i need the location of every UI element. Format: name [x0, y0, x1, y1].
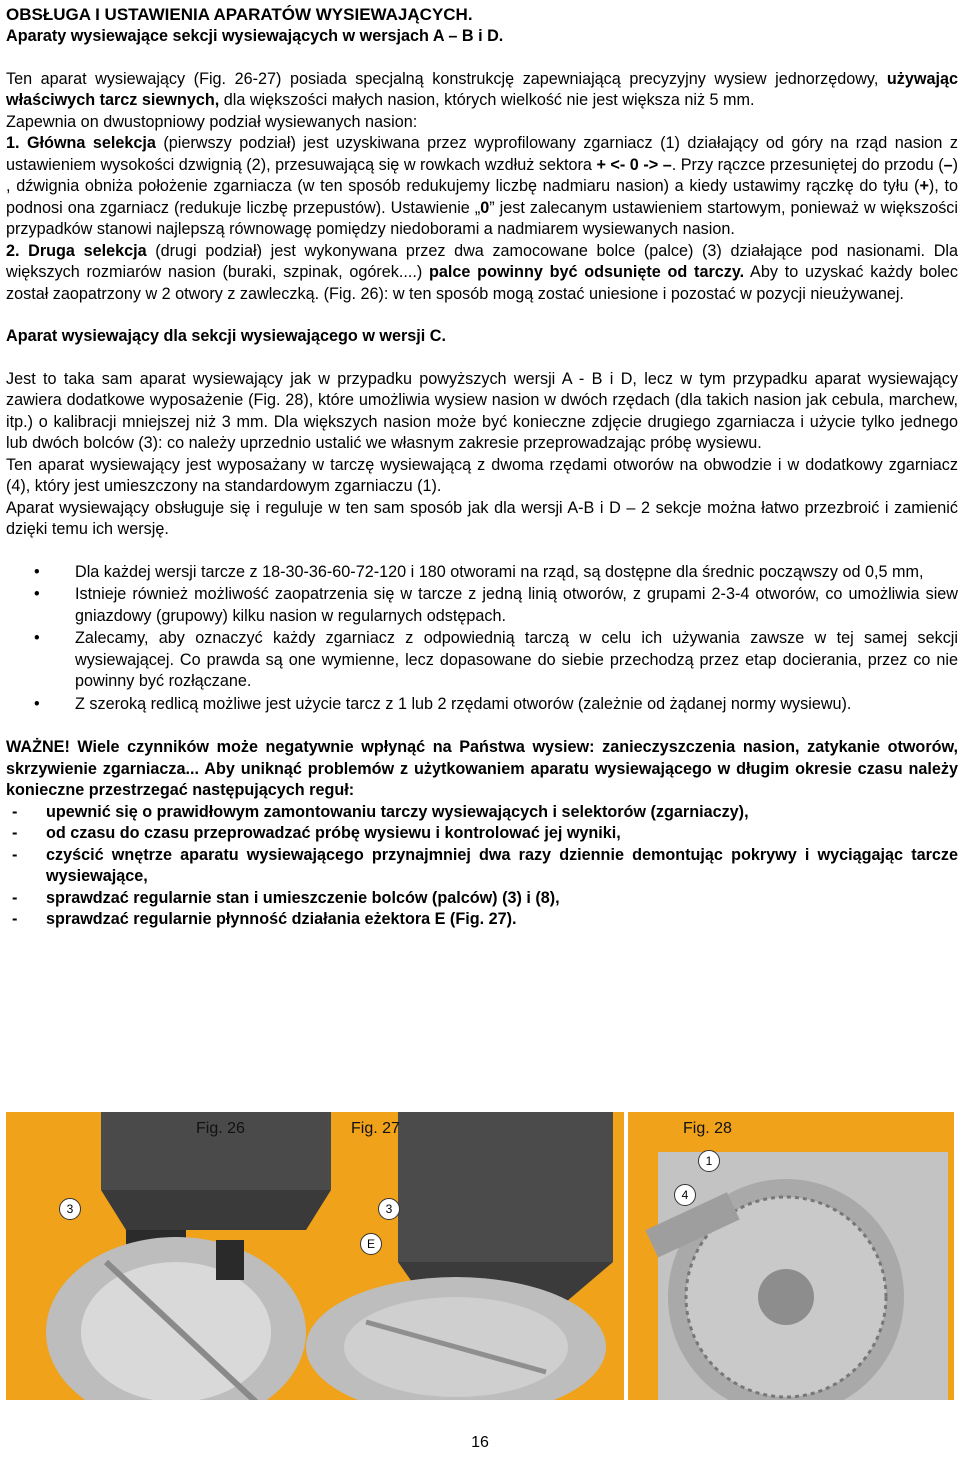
callout-1-fig28: 1: [698, 1150, 720, 1172]
list-item: - sprawdzać regularnie stan i umieszczenie bolców (palców) (3) i (8),: [12, 888, 560, 907]
bullet-list: [6, 562, 958, 716]
list-item: • Z szeroką redlicą możliwe jest użycie tarcz z 1 lub 2 rzędami otworów (zależnie od żądanej normy wysiewu).: [34, 694, 852, 713]
list-item: - czyścić wnętrze aparatu wysiewającego przynajmniej dwa razy dziennie demontując pokrywy i wyciągając tarcze wysiewające,: [12, 845, 958, 885]
subdivision-intro: Zapewnia on dwustopniowy podział wysiewanych nasion:: [6, 112, 418, 131]
list-item: • Zalecamy, aby oznaczyć każdy zgarniacz z odpowiednią tarczą w celu ich używania zawsze w tej samej sekcji wysiewającej. Co prawda są one wymienne, lecz dopasowane do siebie przechodzą przez etap docierania, przez co nie powinny być rozłączane.: [34, 629, 958, 690]
rules-list: [6, 802, 958, 931]
list-item: - upewnić się o prawidłowym zamontowaniu tarczy wysiewających i selektorów (zgarniaczy),: [12, 802, 749, 821]
list-item: - od czasu do czasu przeprowadzać próbę wysiewu i kontrolować jej wyniki,: [12, 824, 621, 842]
page-title: OBSŁUGA I USTAWIENIA APARATÓW WYSIEWAJĄCYCH.: [6, 5, 473, 24]
seed-drill-photo: [6, 1112, 624, 1400]
figure-28-photo: [628, 1112, 954, 1400]
list-item: - sprawdzać regularnie płynność działania eżektora E (Fig. 27).: [12, 910, 517, 928]
callout-3-fig26: 3: [59, 1198, 81, 1220]
page-number: 16: [471, 1434, 489, 1451]
point-1: 1. Główna selekcja (pierwszy podział) jest uzyskiwana przez wyprofilowany zgarniacz (1) działający od góry na rząd nasion z ustawieniem wysokości dzwignią (2), przesuwającą się w rowkach wzdłuż sektora + <- 0 -> –. Przy rączce przesuniętej do przodu (–) , dźwignia obniża położenie zgarniacza (w ten sposób redukujemy liczbę nadmiaru nasion) a kiedy ustawimy rączkę do tyłu (+), to podnosi ona zgarniacz (redukuje liczbę przepustów). Ustawienie „0” jest zalecanym ustawieniem startowym, ponieważ w większości przypadków stanowi najlepszą równowagę pomiędzy niedoborami a nadmiarem wysiewanych nasion.: [6, 134, 959, 238]
operation-paragraph: Aparat wysiewający obsługuje się i reguluje w ten sam sposób jak dla wersji A-B i D – 2 sekcje można łatwo przezbroić i zamienić dzięki temu ich wersję.: [6, 498, 958, 538]
seed-disc-photo: [628, 1112, 954, 1400]
figure-27-label: Fig. 27: [351, 1120, 400, 1137]
disc-paragraph: Ten aparat wysiewający jest wyposażany w tarczę wysiewającą z dwoma rzędami otworów na obwodzie i w dodatkowy zgarniacz (4), który jest umieszczony na standardowym zgarniaczu (1).: [6, 455, 958, 495]
figure-strip: [6, 1112, 954, 1400]
warning-paragraph: WAŻNE! Wiele czynników może negatywnie wpłynąć na Państwa wysiew: zanieczyszczenia nasion, zatykanie otworów, skrzywienie zgarniacza... Aby uniknąć problemów z użytkowaniem aparatu wysiewającego w długim okresie czasu należy konieczne przestrzegać następujących reguł:: [6, 738, 958, 799]
callout-3-fig27: 3: [378, 1198, 400, 1220]
point-2: 2. Druga selekcja (drugi podział) jest wykonywana przez dwa zamocowane bolce (palce) (3) działające pod nasionami. Dla większych rozmiarów nasion (buraki, szpinak, ogórek....) palce powinny być odsunięte od tarczy. Aby to uzyskać każdy bolec został zaopatrzony w 2 otwory z zawleczką. (Fig. 26): w ten sposób mogą zostać uniesione i pozostać w pozycji nieużywanej.: [6, 241, 958, 303]
figure-26-label: Fig. 26: [196, 1120, 245, 1137]
callout-e-fig27: E: [360, 1233, 382, 1255]
intro-paragraph: Ten aparat wysiewający (Fig. 26-27) posiada specjalną konstrukcję zapewniającą precyzyjny wysiew jednorzędowy, używając właściwych tarcz siewnych, dla większości małych nasion, których wielkość nie jest większa niż 5 mm.: [6, 69, 958, 109]
section-heading-c: Aparat wysiewający dla sekcji wysiewającego w wersji C.: [6, 327, 446, 345]
figure-26-27-photo: [6, 1112, 624, 1400]
callout-4-fig28: 4: [674, 1184, 696, 1206]
section-heading-abd: Aparaty wysiewające sekcji wysiewających w wersjach A – B i D.: [6, 27, 504, 45]
figure-28-label: Fig. 28: [683, 1120, 732, 1137]
list-item: • Dla każdej wersji tarcze z 18-30-36-60-72-120 i 180 otworami na rząd, są dostępne dla średnic począwszy od 0,5 mm,: [34, 562, 924, 581]
document-page: [6, 4, 958, 931]
list-item: • Istnieje również możliwość zaopatrzenia się w tarcze z jedną linią otworów, z grupami 2-3-4 otworów, co umożliwia siew gniazdowy (grupowy) kilku nasion w regularnych odstępach.: [34, 585, 958, 625]
version-c-paragraph: Jest to taka sam aparat wysiewający jak w przypadku powyższych wersji A - B i D, lecz w tym przypadku aparat wysiewający zawiera dodatkowe wyposażenie (Fig. 28), które umożliwia wysiew nasion w dwóch rzędach (dla takich nasion jak cebula, marchew, itp.) o kalibracji mniejszej niż 3 mm. Dla większych nasion może być konieczne zdjęcie drugiego zgarniacza i użycie tylko jednego lub dwóch bolców (3): co należy uprzednio ustalić we własnym zakresie przeprowadzając próbę wysiewu.: [6, 369, 958, 452]
